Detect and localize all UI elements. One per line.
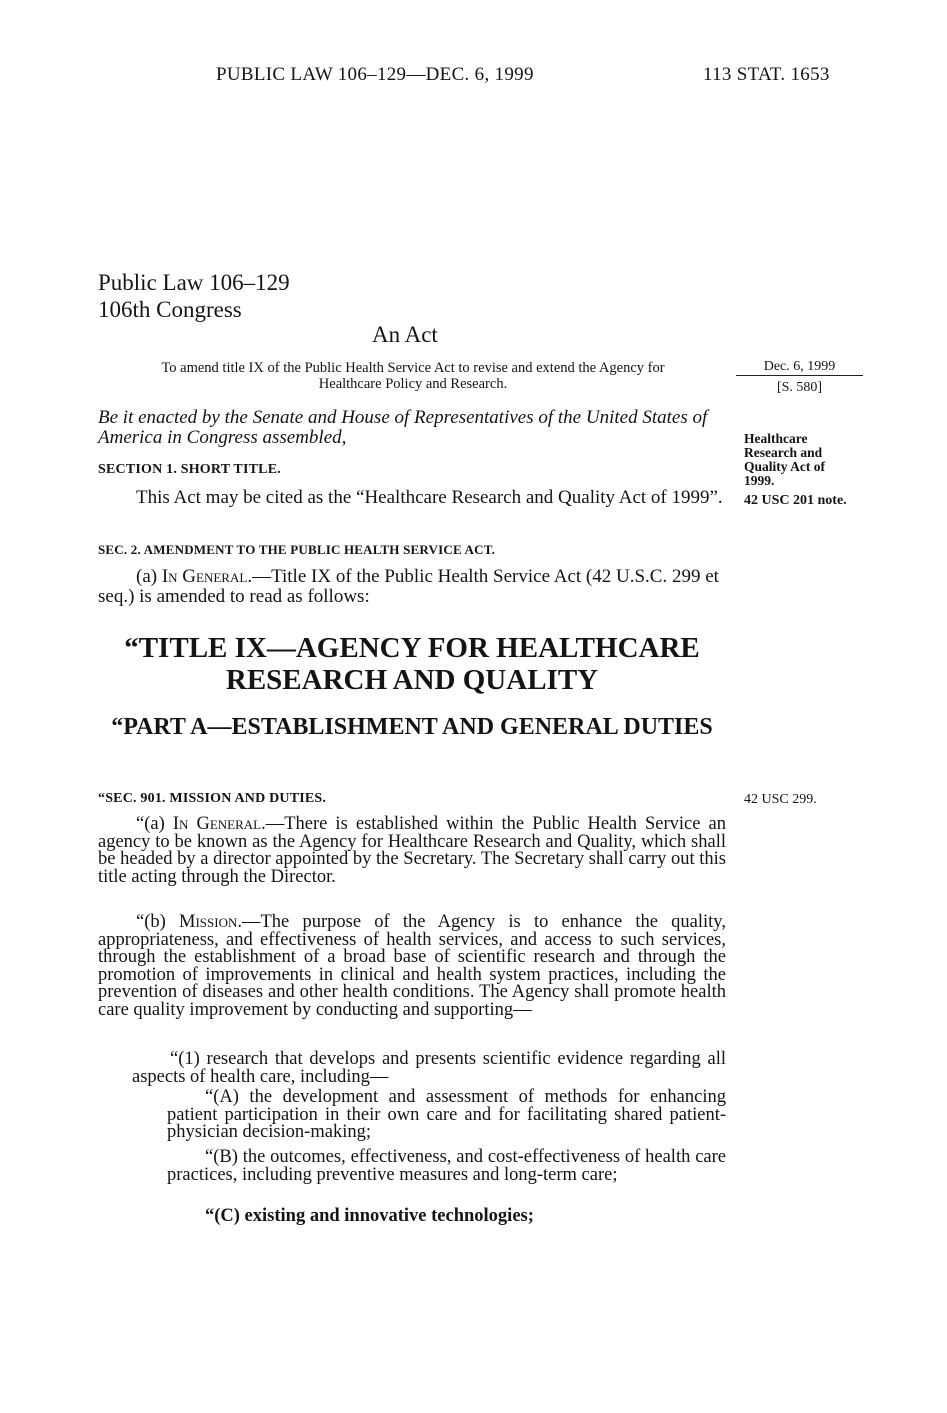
section-901-heading: “SEC. 901. MISSION AND DUTIES. — [98, 791, 327, 806]
margin-usc-note-sec901: 42 USC 299. — [744, 792, 817, 807]
an-act-heading: An Act — [372, 322, 438, 347]
public-law-number: Public Law 106–129 — [98, 270, 290, 295]
congress-label: 106th Congress — [98, 297, 242, 322]
title-ix-heading: “TITLE IX—AGENCY FOR HEALTHCARE RESEARCH AND QUALITY — [124, 632, 700, 696]
margin-bill-number: [S. 580] — [776, 380, 823, 395]
section-2-body — [98, 567, 726, 607]
subparagraph-c: “(C) existing and innovative technologies; — [205, 1206, 534, 1226]
subsection-b-lead: “(b) — [136, 912, 179, 932]
subsection-a — [98, 816, 726, 886]
section-2-text: .—Title IX of the Public Health Service Act (42 U.S.C. 299 et seq.) is amended to read as follows: — [98, 566, 719, 607]
subparagraph-b: “(B) the outcomes, effectiveness, and cost-effectiveness of health care practices, including preventive measures and long-term care; — [167, 1147, 726, 1185]
stat-page-number: 113 STAT. 1653 — [703, 64, 830, 85]
margin-short-title-note: Healthcare Research and Quality Act of 1999. — [744, 431, 825, 488]
subsection-b — [98, 914, 726, 1020]
part-a-heading: “PART A—ESTABLISHMENT AND GENERAL DUTIES — [111, 714, 713, 740]
subsection-a-lead: “(a) — [136, 814, 173, 834]
paragraph-1: “(1) research that develops and presents scientific evidence regarding all aspects of health care, including— — [132, 1049, 726, 1087]
enacting-clause: Be it enacted by the Senate and House of Representatives of the United States of America in Congress assembled, — [98, 407, 708, 448]
subsection-a-text: .—There is established within the Public Health Service an agency to be known as the Agency for Healthcare Research and Quality, which shall be headed by a director appointed by the Secretary. The Secretary shall carry out this title acting through the Director. — [98, 814, 726, 887]
subsection-b-caps: Mission — [179, 912, 238, 932]
margin-date: Dec. 6, 1999 — [736, 360, 863, 376]
running-head: PUBLIC LAW 106–129—DEC. 6, 1999 — [216, 64, 534, 85]
section-2-heading: SEC. 2. AMENDMENT TO THE PUBLIC HEALTH SERVICE ACT. — [98, 542, 496, 557]
section-2-lead: (a) — [136, 566, 162, 587]
subparagraph-a: “(A) the development and assessment of methods for enhancing patient participation in their own care and for facilitating shared patient-physician decision-making; — [167, 1087, 726, 1143]
act-purpose: To amend title IX of the Public Health Service Act to revise and extend the Agency for Healthcare Policy and Research. — [161, 360, 665, 392]
subsection-b-text: .—The purpose of the Agency is to enhance the quality, appropriateness, and effectiveness of health services, and access to such services, through the establishment of a broad base of scientific research and through the promotion of improvements in clinical and health system practices, including the prevention of diseases and other health conditions. The Agency shall promote health care quality improvement by conducting and supporting— — [98, 912, 726, 1020]
section-1-heading: SECTION 1. SHORT TITLE. — [98, 462, 281, 477]
margin-usc-note: 42 USC 201 note. — [744, 493, 847, 508]
section-1-body: This Act may be cited as the “Healthcare Research and Quality Act of 1999”. — [136, 487, 723, 508]
section-2-lead-caps: In General — [161, 566, 248, 587]
subsection-a-caps: In General — [172, 814, 262, 834]
